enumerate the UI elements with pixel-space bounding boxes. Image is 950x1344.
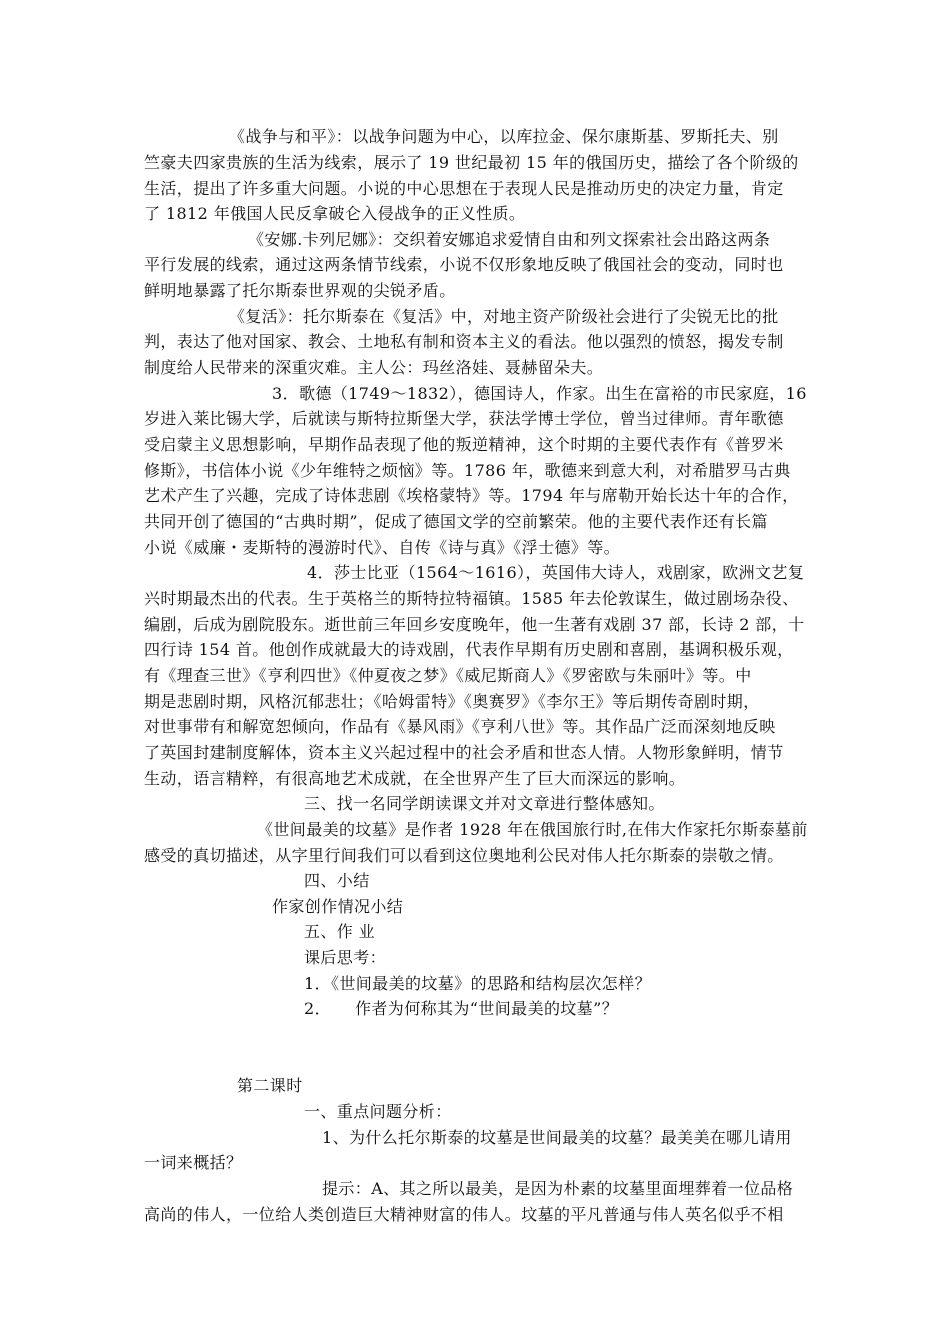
war-and-peace-line-3: 生活，提出了许多重大问题。小说的中心思想在于表现人民是推动历史的决定力量，肯定	[144, 179, 784, 198]
goethe-line-5: 艺术产生了兴趣，完成了诗体悲剧《埃格蒙特》等。1794 年与席勒开始长达十年的合作，	[144, 486, 799, 505]
homework-question-2-number: 2．	[304, 999, 331, 1018]
war-and-peace-line-4: 了 1812 年俄国人民反拿破仑入侵战争的正义性质。	[144, 204, 526, 223]
goethe-line-2: 岁进入莱比锡大学，后就读与斯特拉斯堡大学，获法学博士学位，曾当过律师。青年歌德	[144, 409, 784, 428]
homework-label: 课后思考：	[304, 948, 387, 967]
goethe-line-6: 共同开创了德国的“古典时期”，促成了德国文学的空前繁荣。他的主要代表作还有长篇	[144, 512, 768, 531]
resurrection-line-3: 制度给人民带来的深重灾难。主人公：玛丝洛娃、聂赫留朵夫。	[144, 358, 604, 377]
tomb-intro-line-1: 《世间最美的坟墓》是作者 1928 年在俄国旅行时,在伟大作家托尔斯泰墓前	[257, 820, 808, 839]
anna-karenina-line-2: 平行发展的线索，通过这两条情节线索，小说不仅形象地反映了俄国社会的变动，同时也	[144, 255, 784, 274]
goethe-line-7: 小说《威廉・麦斯特的漫游时代》、自传《诗与真》《浮士德》等。	[144, 538, 621, 557]
resurrection-line-2: 判，表达了他对国家、教会、土地私有制和资本主义的看法。他以强烈的愤怒，揭发专制	[144, 332, 784, 351]
section-four-heading: 四、小结	[304, 871, 370, 890]
section-five-heading: 五、作 业	[304, 922, 376, 941]
summary-line: 作家创作情况小结	[272, 897, 404, 916]
hint-line-1: 提示：A、其之所以最美，是因为朴素的坟墓里面埋葬着一位品格	[322, 1179, 794, 1198]
section-three-heading: 三、找一名同学朗读课文并对文章进行整体感知。	[304, 794, 665, 813]
war-and-peace-line-1: 《战争与和平》：以战争问题为中心，以库拉金、保尔康斯基、罗斯托夫、别	[229, 127, 779, 146]
war-and-peace-line-2: 竺豪夫四家贵族的生活为线索，展示了 19 世纪最初 15 年的俄国历史，描绘了各个阶级的	[144, 153, 799, 172]
shakespeare-line-2: 兴时期最杰出的代表。生于英格兰的斯特拉特福镇。1585 年去伦敦谋生，做过剧场杂役、	[144, 589, 799, 608]
tomb-intro-line-2: 感受的真切描述，从字里行间我们可以看到这位奥地利公民对伟人托尔斯泰的崇敬之情。	[144, 846, 784, 865]
homework-question-1: 1．《世间最美的坟墓》的思路和结构层次怎样？	[304, 974, 651, 993]
anna-karenina-line-1: 《安娜.卡列尼娜》：交织着安娜追求爱情自由和列文探索社会出路这两条	[248, 230, 771, 249]
goethe-line-1: 3．歌德（1749～1832），德国诗人，作家。出生在富裕的市民家庭，16	[272, 384, 807, 403]
goethe-line-4: 修斯》，书信体小说《少年维特之烦恼》等。1786 年，歌德来到意大利，对希腊罗马古典	[144, 461, 791, 480]
hint-line-2: 高尚的伟人，一位给人类创造巨大精神财富的伟人。坟墓的平凡普通与伟人英名似乎不相	[144, 1205, 784, 1224]
goethe-line-3: 受启蒙主义思想影响，早期作品表现了他的叛逆精神，这个时期的主要代表作有《普罗米	[144, 435, 784, 454]
analysis-question-line-1: 1、为什么托尔斯泰的坟墓是世间最美的坟墓？最美美在哪儿请用	[322, 1128, 792, 1147]
second-lesson-heading: 第二课时	[237, 1076, 303, 1095]
homework-question-2-text: 作者为何称其为“世间最美的坟墓”？	[355, 999, 619, 1018]
shakespeare-line-8: 了英国封建制度解体，资本主义兴起过程中的社会矛盾和世态人情。人物形象鲜明，情节	[144, 743, 784, 762]
shakespeare-line-6: 期是悲剧时期，风格沉郁悲壮；《哈姆雷特》《奥赛罗》《李尔王》等后期传奇剧时期，	[144, 692, 760, 711]
analysis-question-line-2: 一词来概括？	[144, 1153, 243, 1172]
shakespeare-line-4: 四行诗 154 首。他创作成就最大的诗戏剧，代表作早期有历史剧和喜剧，基调积极乐观，	[144, 640, 794, 659]
shakespeare-line-7: 对世事带有和解宽恕倾向，作品有《暴风雨》《亨利八世》等。其作品广泛而深刻地反映	[144, 717, 776, 736]
resurrection-line-1: 《复活》：托尔斯泰在《复活》中，对地主资产阶级社会进行了尖锐无比的批	[229, 307, 779, 326]
key-analysis-heading: 一、重点问题分析：	[304, 1102, 452, 1121]
shakespeare-line-1: 4．莎士比亚（1564～1616），英国伟大诗人，戏剧家，欧洲文艺复	[307, 563, 805, 582]
anna-karenina-line-3: 鲜明地暴露了托尔斯泰世界观的尖锐矛盾。	[144, 281, 456, 300]
shakespeare-line-9: 生动，语言精粹，有很高地艺术成就，在全世界产生了巨大而深远的影响。	[144, 769, 686, 788]
shakespeare-line-3: 编剧，后成为剧院股东。逝世前三年回乡安度晚年，他一生著有戏剧 37 部，长诗 2 部，十	[144, 615, 805, 634]
shakespeare-line-5: 有《理查三世》《亨利四世》《仲夏夜之梦》《威尼斯商人》《罗密欧与朱丽叶》等。中	[144, 666, 752, 685]
